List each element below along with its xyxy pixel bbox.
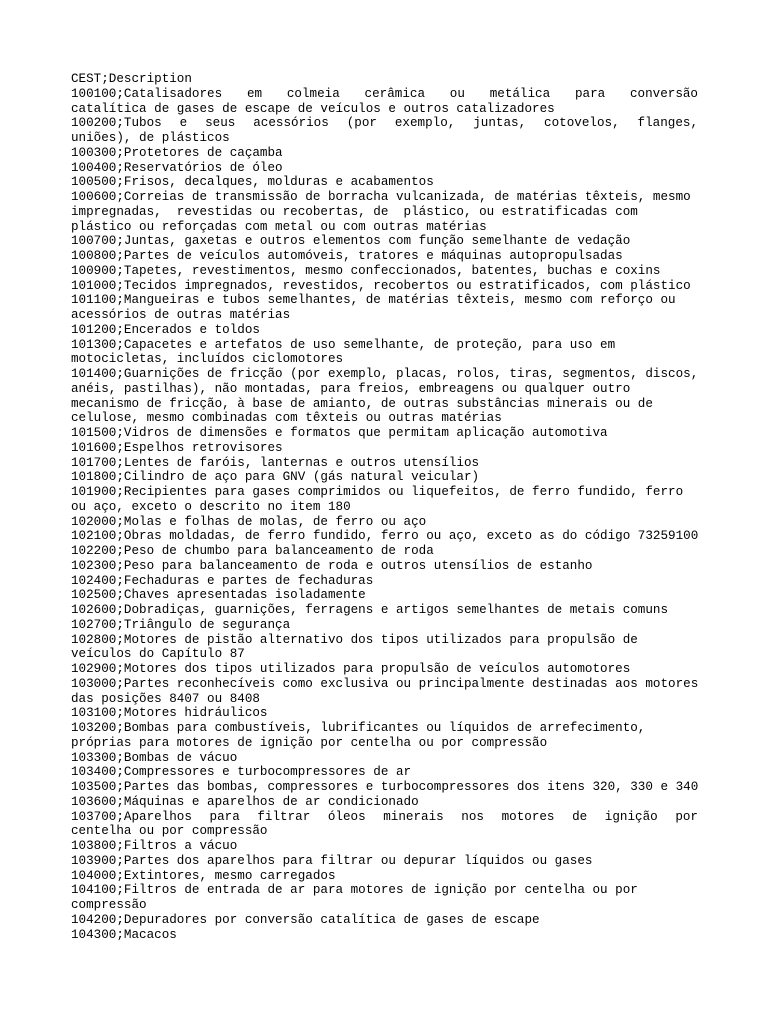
text-line: uniões), de plásticos xyxy=(71,131,230,145)
text-line: 102500;Chaves apresentadas isoladamente xyxy=(71,588,366,603)
document-text xyxy=(71,72,698,942)
text-line: acessórios de outras matérias xyxy=(71,308,291,322)
text-line: 100200;Tubos e seus acessórios (por exemplo, juntas, cotovelos, flanges, xyxy=(71,116,698,131)
text-line: 102000;Molas e folhas de molas, de ferro ou aço xyxy=(71,514,427,529)
text-line: 101800;Cilindro de aço para GNV (gás natural veicular) xyxy=(71,470,480,485)
text-line: 103300;Bombas de vácuo xyxy=(71,750,238,765)
text-line: 103700;Aparelhos para filtrar óleos minerais nos motores de ignição por xyxy=(71,809,698,824)
text-line: 100600;Correias de transmissão de borracha vulcanizada, de matérias têxteis, mesmo xyxy=(71,190,691,204)
text-line: 100900;Tapetes, revestimentos, mesmo confeccionados, batentes, buchas e coxins xyxy=(71,263,661,278)
text-line: 101100;Mangueiras e tubos semelhantes, de matérias têxteis, mesmo com reforço ou xyxy=(71,293,676,308)
text-line: 102400;Fechaduras e partes de fechaduras xyxy=(71,573,374,588)
text-line: CEST;Description xyxy=(71,72,192,86)
text-line: 104300;Macacos xyxy=(71,927,177,942)
text-line: 103100;Motores hidráulicos xyxy=(71,706,268,721)
text-line: 103600;Máquinas e aparelhos de ar condicionado xyxy=(71,794,419,809)
text-line: 103400;Compressores e turbocompressores de ar xyxy=(71,765,412,780)
text-line: 101200;Encerados e toldos xyxy=(71,322,260,337)
text-line: anéis, pastilhas), não montadas, para freios, embreagens ou qualquer outro xyxy=(71,381,631,396)
text-line: 100100;Catalisadores em colmeia cerâmica ou metálica para conversão xyxy=(71,86,698,101)
text-line: 100800;Partes de veículos automóveis, tratores e máquinas autopropulsadas xyxy=(71,249,623,263)
text-line: 103800;Filtros a vácuo xyxy=(71,839,238,853)
text-line: veículos do Capítulo 87 xyxy=(71,647,245,662)
text-line: 100700;Juntas, gaxetas e outros elementos com função semelhante de vedação xyxy=(71,234,631,249)
text-line: 102700;Triângulo de segurança xyxy=(71,617,291,632)
text-line: centelha ou por compressão xyxy=(71,824,268,839)
text-line: 102300;Peso para balanceamento de roda e outros utensílios de estanho xyxy=(71,558,593,573)
text-line: celulose, mesmo combinadas com têxteis ou outras matérias xyxy=(71,411,502,426)
text-line: 102100;Obras moldadas, de ferro fundido, ferro ou aço, exceto as do código 73259100 xyxy=(71,529,699,544)
text-line: 101300;Capacetes e artefatos de uso semelhante, de proteção, para uso em xyxy=(71,337,616,352)
text-line: 100500;Frisos, decalques, molduras e acabamentos xyxy=(71,175,434,190)
text-line: 100300;Protetores de caçamba xyxy=(71,145,283,160)
text-line: 101400;Guarnições de fricção (por exemplo, placas, rolos, tiras, segmentos, discos, xyxy=(71,367,699,381)
text-line: próprias para motores de ignição por centelha ou por compressão xyxy=(71,735,548,750)
text-line: 104100;Filtros de entrada de ar para motores de ignição por centelha ou por xyxy=(71,883,638,898)
text-line: 101600;Espelhos retrovisores xyxy=(71,440,283,455)
text-line: catalítica de gases de escape de veículos e outros catalizadores xyxy=(71,101,555,116)
text-line: 102800;Motores de pistão alternativo dos tipos utilizados para propulsão de xyxy=(71,632,638,647)
text-line: 101000;Tecidos impregnados, revestidos, recobertos ou estratificados, com plástico xyxy=(71,278,691,293)
text-line: 102200;Peso de chumbo para balanceamento de roda xyxy=(71,544,434,558)
text-line: impregnadas, revestidas ou recobertas, de plástico, ou estratificadas com xyxy=(71,204,638,219)
text-line: 104200;Depuradores por conversão catalítica de gases de escape xyxy=(71,912,540,927)
text-line: plástico ou reforçadas com metal ou com outras matérias xyxy=(71,219,487,234)
text-line: 102600;Dobradiças, guarnições, ferragens e artigos semelhantes de metais comuns xyxy=(71,603,669,617)
text-line: motocicletas, incluídos ciclomotores xyxy=(71,352,344,367)
text-line: 103500;Partes das bombas, compressores e turbocompressores dos itens 320, 330 e 340 xyxy=(71,780,699,794)
text-line: 103900;Partes dos aparelhos para filtrar ou depurar líquidos ou gases xyxy=(71,853,593,868)
text-line: 100400;Reservatórios de óleo xyxy=(71,160,283,175)
text-line: 101700;Lentes de faróis, lanternas e outros utensílios xyxy=(71,455,480,470)
text-line: 101500;Vidros de dimensões e formatos que permitam aplicação automotiva xyxy=(71,426,608,440)
text-line: 104000;Extintores, mesmo carregados xyxy=(71,868,336,883)
text-line: das posições 8407 ou 8408 xyxy=(71,691,260,706)
text-line: compressão xyxy=(71,898,147,912)
text-line: 102900;Motores dos tipos utilizados para propulsão de veículos automotores xyxy=(71,662,631,676)
text-line: 103000;Partes reconhecíveis como exclusiva ou principalmente destinadas aos motores xyxy=(71,676,699,691)
text-line: 103200;Bombas para combustíveis, lubrificantes ou líquidos de arrefecimento, xyxy=(71,721,646,735)
text-line: 101900;Recipientes para gases comprimidos ou liquefeitos, de ferro fundido, ferro xyxy=(71,485,684,499)
text-line: ou aço, exceto o descrito no item 180 xyxy=(71,499,351,514)
text-line: mecanismo de fricção, à base de amianto, de outras substâncias minerais ou de xyxy=(71,396,653,411)
